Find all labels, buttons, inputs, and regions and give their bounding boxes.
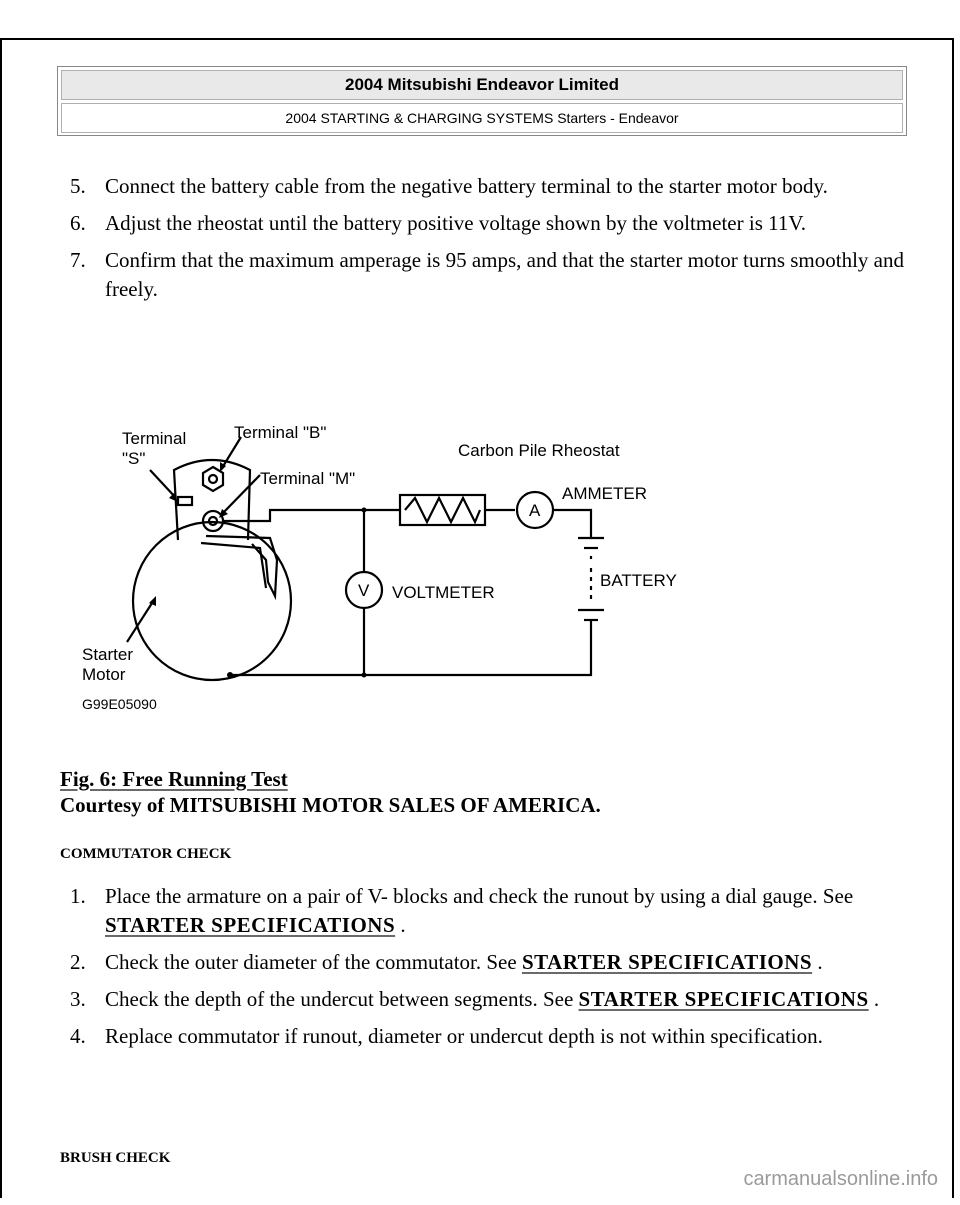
starter-specifications-link[interactable]: STARTER SPECIFICATIONS bbox=[105, 913, 396, 937]
label-rheostat: Carbon Pile Rheostat bbox=[458, 441, 620, 460]
step-text: Adjust the rheostat until the battery positive voltage shown by the voltmeter is 11V. bbox=[105, 211, 807, 235]
step-text: Confirm that the maximum amperage is 95 amps, and that the starter motor turns smoothly and freely. bbox=[105, 248, 905, 301]
step-text: Replace commutator if runout, diameter or undercut depth is not within specification. bbox=[105, 1024, 823, 1048]
list-item bbox=[70, 882, 910, 940]
section-heading-commutator-check: COMMUTATOR CHECK bbox=[60, 846, 232, 862]
document-subtitle: 2004 STARTING & CHARGING SYSTEMS Starters - Endeavor bbox=[61, 103, 903, 133]
rheostat-zigzag bbox=[405, 498, 480, 522]
step-number: 1. bbox=[70, 884, 86, 908]
step-number: 6. bbox=[70, 211, 86, 235]
label-terminal-s-2: "S" bbox=[122, 449, 146, 468]
label-battery: BATTERY bbox=[600, 571, 677, 590]
list-item bbox=[70, 1022, 910, 1051]
label-terminal-b: Terminal "B" bbox=[234, 423, 327, 442]
list-item bbox=[70, 985, 910, 1014]
terminal-s-tab bbox=[178, 497, 192, 505]
document-title: 2004 Mitsubishi Endeavor Limited bbox=[61, 70, 903, 100]
list-item bbox=[70, 948, 910, 977]
label-starter-2: Motor bbox=[82, 665, 126, 684]
watermark: carmanualsonline.info bbox=[743, 1168, 938, 1190]
wire-battery-ground bbox=[230, 620, 591, 675]
starter-specifications-link[interactable]: STARTER SPECIFICATIONS bbox=[521, 950, 813, 974]
step-text-tail: . bbox=[812, 950, 823, 974]
step-number: 7. bbox=[70, 248, 86, 272]
label-terminal-m: Terminal "M" bbox=[260, 469, 356, 488]
wire-ammeter-battery bbox=[553, 510, 591, 538]
solenoid-housing bbox=[174, 460, 250, 540]
label-starter-1: Starter bbox=[82, 645, 134, 664]
label-figure-code: G99E05090 bbox=[82, 696, 157, 712]
step-number: 5. bbox=[70, 174, 86, 198]
step-text: Place the armature on a pair of V- blocks and check the runout by using a dial gauge. See bbox=[105, 884, 854, 908]
label-voltmeter: VOLTMETER bbox=[392, 583, 495, 602]
starter-specifications-link[interactable]: STARTER SPECIFICATIONS bbox=[578, 987, 869, 1011]
step-text: Check the depth of the undercut between segments. See bbox=[105, 987, 579, 1011]
document-header bbox=[57, 66, 907, 136]
step-number: 4. bbox=[70, 1024, 86, 1048]
step-text-tail: . bbox=[868, 987, 880, 1011]
procedure-steps-top bbox=[70, 172, 910, 312]
label-ammeter: AMMETER bbox=[562, 484, 647, 503]
step-text-tail: . bbox=[395, 913, 406, 937]
step-number: 3. bbox=[70, 987, 86, 1011]
step-text: Connect the battery cable from the negative battery terminal to the starter motor body. bbox=[105, 174, 828, 198]
free-running-test-diagram bbox=[70, 410, 710, 730]
starter-motor-body bbox=[133, 522, 291, 680]
label-terminal-s-1: Terminal bbox=[122, 429, 187, 448]
label-voltmeter-symbol: V bbox=[358, 581, 370, 600]
figure-courtesy: Courtesy of MITSUBISHI MOTOR SALES OF AMERICA. bbox=[60, 793, 601, 817]
section-heading-brush-check: BRUSH CHECK bbox=[60, 1150, 171, 1166]
list-item bbox=[70, 209, 910, 238]
figure-title: Fig. 6: Free Running Test bbox=[60, 767, 288, 791]
step-number: 2. bbox=[70, 950, 86, 974]
procedure-steps-commutator bbox=[70, 882, 910, 1059]
list-item bbox=[70, 172, 910, 201]
label-ammeter-symbol: A bbox=[529, 501, 541, 520]
list-item bbox=[70, 246, 910, 304]
figure-caption bbox=[60, 766, 601, 818]
step-text: Check the outer diameter of the commutator. See bbox=[105, 950, 522, 974]
